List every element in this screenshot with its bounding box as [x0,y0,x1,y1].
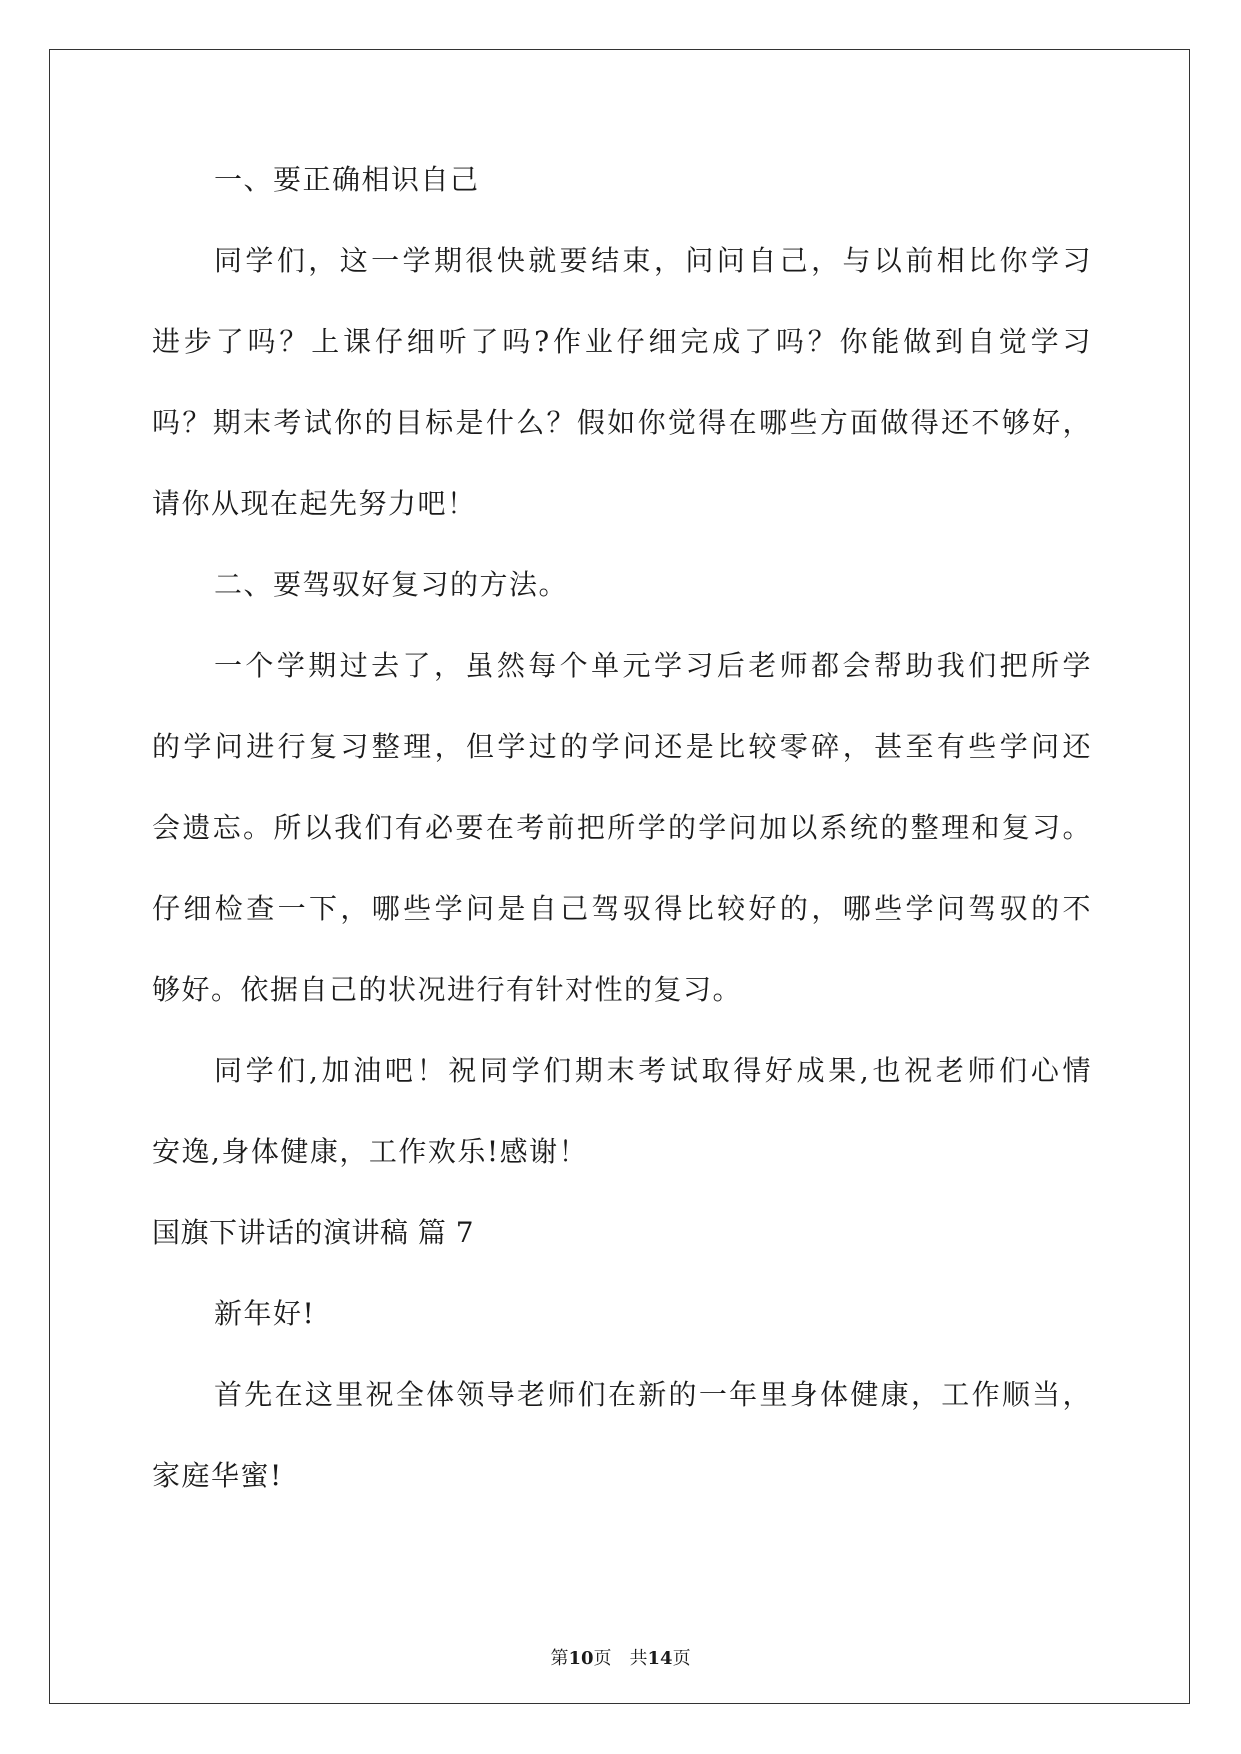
section-heading-2: 二、要驾驭好复习的方法。 [214,568,569,601]
total-page-number: 14 [647,1648,673,1669]
article-title: 国旗下讲话的演讲稿 篇 7 [152,1216,475,1249]
paragraph-line: 仔细检查一下，哪些学问是自己驾驭得比较好的，哪些学问驾驭的不 [152,892,1092,925]
footer-suffix: 页 [672,1648,691,1669]
paragraph-line: 同学们,加油吧！祝同学们期末考试取得好成果,也祝老师们心情 [214,1054,1092,1087]
paragraph-line: 家庭华蜜! [152,1459,283,1492]
document-body [152,160,1092,1537]
paragraph-line: 进步了吗？上课仔细听了吗?作业仔细完成了吗？你能做到自觉学习 [152,325,1092,358]
greeting-line: 新年好! [214,1297,316,1330]
current-page-number: 10 [568,1648,594,1669]
paragraph-line: 同学们，这一学期很快就要结束，问问自己，与以前相比你学习 [214,244,1092,277]
footer-prefix: 第 [550,1648,569,1669]
paragraph-line: 安逸,身体健康，工作欢乐!感谢！ [152,1135,589,1168]
footer-middle: 页 共 [593,1648,648,1669]
paragraph-line: 的学问进行复习整理，但学过的学问还是比较零碎，甚至有些学问还 [152,730,1092,763]
paragraph-line: 会遗忘。所以我们有必要在考前把所学的学问加以系统的整理和复习。 [152,811,1092,844]
section-heading-1: 一、要正确相识自己 [214,163,480,196]
paragraph-line: 吗？期末考试你的目标是什么？假如你觉得在哪些方面做得还不够好， [152,406,1092,439]
paragraph-line: 一个学期过去了，虽然每个单元学习后老师都会帮助我们把所学 [214,649,1092,682]
paragraph-line: 够好。依据自己的状况进行有针对性的复习。 [152,973,743,1006]
paragraph-line: 首先在这里祝全体领导老师们在新的一年里身体健康，工作顺当， [214,1378,1092,1411]
paragraph-line: 请你从现在起先努力吧！ [152,487,477,520]
page-number-footer [0,1644,1241,1670]
